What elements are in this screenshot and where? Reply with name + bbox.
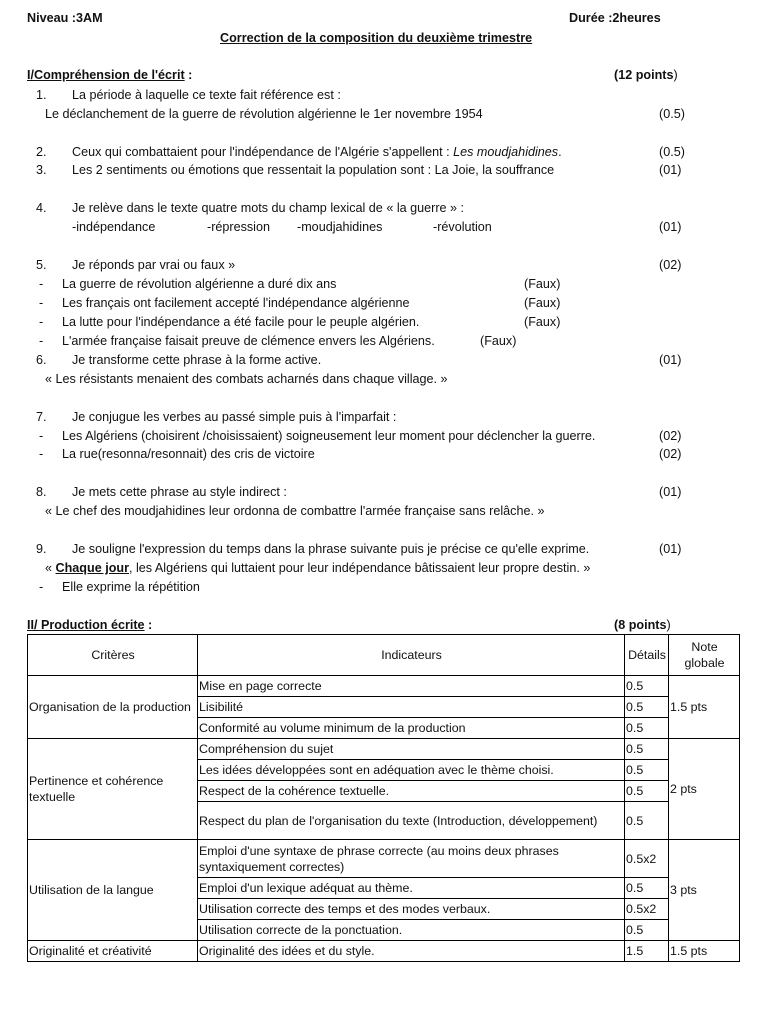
q9-dash: - [39, 580, 44, 594]
detail-cell: 0.5 [625, 739, 669, 760]
q5-item-answer: (Faux) [524, 296, 561, 310]
indicateur-cell: Respect du plan de l'organisation du texte (Introduction, développement) [198, 802, 625, 840]
critere-cell: Originalité et créativité [28, 941, 198, 962]
duree-label: Durée :2heures [569, 11, 661, 25]
q9-time-expression: Chaque jour [55, 561, 129, 575]
q7-item-score: (02) [659, 429, 682, 443]
detail-cell: 0.5x2 [625, 840, 669, 878]
q2-number: 2. [36, 145, 47, 159]
detail-cell: 1.5 [625, 941, 669, 962]
q5-dash: - [39, 296, 44, 310]
indicateur-cell: Respect de la cohérence textuelle. [198, 781, 625, 802]
q4-text: Je relève dans le texte quatre mots du champ lexical de « la guerre » : [72, 201, 465, 215]
q3-text: Les 2 sentiments ou émotions que ressentait la population sont : La Joie, la souffrance [72, 163, 555, 177]
table-header-row [28, 635, 740, 676]
detail-cell: 0.5 [625, 718, 669, 739]
note-cell: 1.5 pts [669, 676, 740, 739]
note-cell: 1.5 pts [669, 941, 740, 962]
q9-quote-open: « [45, 561, 56, 575]
section2-heading [27, 617, 152, 633]
detail-cell: 0.5 [625, 920, 669, 941]
q6-number: 6. [36, 353, 47, 367]
q3-number: 3. [36, 163, 47, 177]
q8-number: 8. [36, 485, 47, 499]
q4-word: -révolution [433, 220, 492, 234]
q4-number: 4. [36, 201, 47, 215]
q4-word: -répression [207, 220, 270, 234]
q2-score: (0.5) [659, 145, 685, 159]
q2-line [72, 144, 562, 160]
q7-item: La rue(resonna/resonnait) des cris de victoire [62, 447, 315, 461]
indicateur-cell: Conformité au volume minimum de la production [198, 718, 625, 739]
q1-answer: Le déclanchement de la guerre de révolution algérienne le 1er novembre 1954 [45, 107, 483, 121]
critere-cell: Organisation de la production [28, 676, 198, 739]
q8-score: (01) [659, 485, 682, 499]
indicateur-cell: Utilisation correcte des temps et des modes verbaux. [198, 899, 625, 920]
q2-end: . [558, 145, 562, 159]
q3-score: (01) [659, 163, 682, 177]
q1-text: La période à laquelle ce texte fait référence est : [72, 88, 341, 102]
header-details: Détails [625, 635, 669, 676]
table-row [28, 739, 740, 760]
detail-cell: 0.5x2 [625, 899, 669, 920]
section2-points-text: (8 points [614, 618, 667, 632]
section1-title: I/Compréhension de l'écrit [27, 68, 185, 82]
q5-score: (02) [659, 258, 682, 272]
niveau-label: Niveau :3AM [27, 11, 103, 25]
header-criteres: Critères [28, 635, 198, 676]
indicateur-cell: Compréhension du sujet [198, 739, 625, 760]
q5-dash: - [39, 334, 44, 348]
q7-number: 7. [36, 410, 47, 424]
q7-item-score: (02) [659, 447, 682, 461]
grading-table [27, 634, 740, 962]
q8-text: Je mets cette phrase au style indirect : [72, 485, 287, 499]
q6-answer: « Les résistants menaient des combats acharnés dans chaque village. » [45, 372, 448, 386]
q1-number: 1. [36, 88, 47, 102]
q2-text: Ceux qui combattaient pour l'indépendance de l'Algérie s'appellent : [72, 145, 454, 159]
q5-item-answer: (Faux) [524, 315, 561, 329]
q4-word: -moudjahidines [297, 220, 383, 234]
detail-cell: 0.5 [625, 878, 669, 899]
q7-text: Je conjugue les verbes au passé simple puis à l'imparfait : [72, 410, 397, 424]
q9-sentence [45, 560, 590, 576]
indicateur-cell: Mise en page correcte [198, 676, 625, 697]
detail-cell: 0.5 [625, 676, 669, 697]
q9-number: 9. [36, 542, 47, 556]
q5-item-answer: (Faux) [480, 334, 517, 348]
q5-item-answer: (Faux) [524, 277, 561, 291]
indicateur-cell: Lisibilité [198, 697, 625, 718]
note-cell: 3 pts [669, 840, 740, 941]
indicateur-cell: Les idées développées sont en adéquation avec le thème choisi. [198, 760, 625, 781]
section2-points [614, 617, 671, 633]
q5-number: 5. [36, 258, 47, 272]
indicateur-cell: Utilisation correcte de la ponctuation. [198, 920, 625, 941]
q5-item: La lutte pour l'indépendance a été facile pour le peuple algérien. [62, 315, 420, 329]
q7-dash: - [39, 429, 44, 443]
section2-title-suffix: : [144, 618, 153, 632]
indicateur-cell: Emploi d'une syntaxe de phrase correcte (au moins deux phrases syntaxiquement correctes) [198, 840, 625, 878]
q5-item: L'armée française faisait preuve de clémence envers les Algériens. [62, 334, 435, 348]
section1-points-text: (12 points [614, 68, 674, 82]
q7-dash: - [39, 447, 44, 461]
page-title: Correction de la composition du deuxième trimestre [220, 31, 533, 45]
detail-cell: 0.5 [625, 781, 669, 802]
table-row [28, 840, 740, 878]
section1-title-suffix: : [184, 68, 193, 82]
q1-score: (0.5) [659, 107, 685, 121]
critere-cell: Utilisation de la langue [28, 840, 198, 941]
q2-italic-answer: Les moudjahidines [453, 145, 559, 159]
detail-cell: 0.5 [625, 760, 669, 781]
q9-score: (01) [659, 542, 682, 556]
indicateur-cell: Originalité des idées et du style. [198, 941, 625, 962]
q6-score: (01) [659, 353, 682, 367]
q8-answer: « Le chef des moudjahidines leur ordonna de combattre l'armée française sans relâche. » [45, 504, 545, 518]
section1-points-close: ) [673, 68, 678, 82]
q6-text: Je transforme cette phrase à la forme active. [72, 353, 322, 367]
q5-text: Je réponds par vrai ou faux » [72, 258, 236, 272]
note-cell: 2 pts [669, 739, 740, 840]
detail-cell: 0.5 [625, 697, 669, 718]
q5-item: Les français ont facilement accepté l'indépendance algérienne [62, 296, 410, 310]
header-indicateurs: Indicateurs [198, 635, 625, 676]
q4-score: (01) [659, 220, 682, 234]
critere-cell: Pertinence et cohérence textuelle [28, 739, 198, 840]
detail-cell: 0.5 [625, 802, 669, 840]
q4-word: -indépendance [72, 220, 156, 234]
section2-points-close: ) [666, 618, 671, 632]
q9-answer: Elle exprime la répétition [62, 580, 200, 594]
q5-dash: - [39, 277, 44, 291]
q5-dash: - [39, 315, 44, 329]
section1-points [614, 67, 678, 83]
q9-text: Je souligne l'expression du temps dans la phrase suivante puis je précise ce qu'elle exprime. [72, 542, 590, 556]
q9-quote-rest: , les Algériens qui luttaient pour leur indépendance bâtissaient leur propre destin. » [128, 561, 591, 575]
q7-item: Les Algériens (choisirent /choisissaient) soigneusement leur moment pour déclencher la guerre. [62, 429, 596, 443]
indicateur-cell: Emploi d'un lexique adéquat au thème. [198, 878, 625, 899]
table-row [28, 941, 740, 962]
header-note-globale: Note globale [669, 635, 740, 676]
section2-title: II/ Production écrite [27, 618, 145, 632]
table-row [28, 676, 740, 697]
section1-heading [27, 67, 192, 83]
q5-item: La guerre de révolution algérienne a duré dix ans [62, 277, 337, 291]
